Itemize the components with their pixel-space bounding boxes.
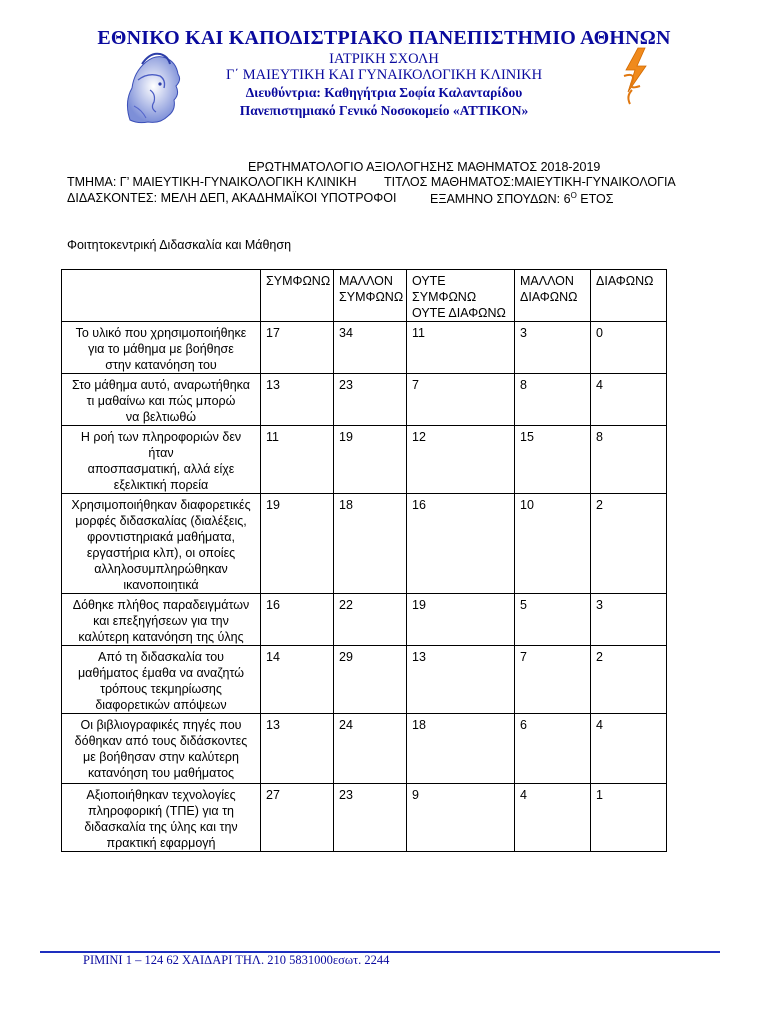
question-cell: Χρησιμοποιήθηκαν διαφορετικές μορφές διδασκαλίας (διαλέξεις, φροντιστηριακά μαθήματα, εργαστήρια κλπ), οι οποίες αλληλοσυμπληρώθηκαν ικανοποιητικά — [62, 494, 261, 594]
value-cell: 19 — [334, 426, 407, 494]
question-cell: Αξιοποιήθηκαν τεχνολογίες πληροφορική (ΤΠΕ) για τη διδασκαλία της ύλης και την πρακτική εφαρμογή — [62, 784, 261, 852]
value-cell: 16 — [407, 494, 515, 594]
survey-results-table — [61, 269, 667, 852]
value-cell: 8 — [515, 374, 591, 426]
table-row — [62, 374, 667, 426]
semester-line — [430, 192, 613, 206]
value-cell: 11 — [261, 426, 334, 494]
value-cell: 4 — [591, 374, 667, 426]
value-cell: 34 — [334, 322, 407, 374]
value-cell: 17 — [261, 322, 334, 374]
value-cell: 3 — [591, 594, 667, 646]
question-cell: Δόθηκε πλήθος παραδειγμάτων και επεξηγήσεων για την καλύτερη κατανόηση της ύλης — [62, 594, 261, 646]
value-cell: 3 — [515, 322, 591, 374]
hospital-name: Πανεπιστημιακό Γενικό Νοσοκομείο «ΑΤΤΙΚΟΝ» — [239, 103, 529, 118]
questionnaire-title: ΕΡΩΤΗΜΑΤΟΛΟΓΙΟ ΑΞΙΟΛΟΓΗΣΗΣ ΜΑΘΗΜΑΤΟΣ 2018-2019 — [248, 160, 601, 174]
semester-ordinal: Ο — [570, 191, 577, 200]
value-cell: 11 — [407, 322, 515, 374]
school-name: ΙΑΤΡΙΚΗ ΣΧΟΛΗ — [329, 51, 439, 67]
header-cell-rather-agree: ΜΑΛΛΟΝ ΣΥΜΦΩΝΩ — [334, 270, 407, 322]
table-row — [62, 594, 667, 646]
semester-suffix: ΕΤΟΣ — [576, 192, 614, 206]
footer-address: ΡΙΜΙΝΙ 1 – 124 62 ΧΑΙΔΑΡΙ ΤΗΛ. 210 5831000εσωτ. 2244 — [83, 953, 390, 967]
value-cell: 2 — [591, 646, 667, 714]
university-name: ΕΘΝΙΚΟ ΚΑΙ ΚΑΠΟΔΙΣΤΡΙΑΚΟ ΠΑΝΕΠΙΣΤΗΜΙΟ ΑΘΗΝΩΝ — [97, 27, 671, 49]
question-cell: Οι βιβλιογραφικές πηγές που δόθηκαν από τους διδάσκοντες με βοήθησαν στην καλύτερη κατανόηση του μαθήματος — [62, 714, 261, 784]
table-row — [62, 322, 667, 374]
value-cell: 2 — [591, 494, 667, 594]
value-cell: 10 — [515, 494, 591, 594]
value-cell: 4 — [515, 784, 591, 852]
value-cell: 4 — [591, 714, 667, 784]
value-cell: 27 — [261, 784, 334, 852]
value-cell: 13 — [407, 646, 515, 714]
question-cell: Στο μάθημα αυτό, αναρωτήθηκα τι μαθαίνω και πώς μπορώ να βελτιωθώ — [62, 374, 261, 426]
value-cell: 23 — [334, 374, 407, 426]
value-cell: 29 — [334, 646, 407, 714]
value-cell: 15 — [515, 426, 591, 494]
table-header-row — [62, 270, 667, 322]
value-cell: 7 — [407, 374, 515, 426]
department-line: ΤΜΗΜΑ: Γ’ ΜΑΙΕΥΤΙΚΗ-ΓΥΝΑΙΚΟΛΟΓΙΚΗ ΚΛΙΝΙΚΗ — [67, 175, 357, 189]
clinic-name: Γ΄ ΜΑΙΕΥΤΙΚΗ ΚΑΙ ΓΥΝΑΙΚΟΛΟΓΙΚΗ ΚΛΙΝΙΚΗ — [225, 67, 543, 83]
header-cell-empty — [62, 270, 261, 322]
value-cell: 8 — [591, 426, 667, 494]
value-cell: 5 — [515, 594, 591, 646]
director-line: Διευθύντρια: Καθηγήτρια Σοφία Καλανταρίδου — [245, 85, 523, 100]
value-cell: 18 — [334, 494, 407, 594]
value-cell: 18 — [407, 714, 515, 784]
value-cell: 1 — [591, 784, 667, 852]
table-row — [62, 426, 667, 494]
header-cell-rather-disagree: ΜΑΛΛΟΝ ΔΙΑΦΩΝΩ — [515, 270, 591, 322]
semester-label: ΕΞΑΜΗΝΟ ΣΠΟΥΔΩΝ: 6 — [430, 192, 571, 206]
value-cell: 12 — [407, 426, 515, 494]
header-cell-agree: ΣΥΜΦΩΝΩ — [261, 270, 334, 322]
value-cell: 24 — [334, 714, 407, 784]
course-title-line: ΤΙΤΛΟΣ ΜΑΘΗΜΑΤΟΣ:ΜΑΙΕΥΤΙΚΗ-ΓΥΝΑΙΚΟΛΟΓΙΑ — [384, 175, 676, 189]
table-row — [62, 714, 667, 784]
table-row — [62, 646, 667, 714]
teachers-line: ΔΙΔΑΣΚΟΝΤΕΣ: ΜΕΛΗ ΔΕΠ, ΑΚΑΔΗΜΑΪΚΟΙ ΥΠΟΤΡΟΦΟΙ — [67, 191, 397, 205]
value-cell: 13 — [261, 374, 334, 426]
question-cell: Η ροή των πληροφοριών δεν ήταν αποσπασματική, αλλά είχε εξελικτική πορεία — [62, 426, 261, 494]
value-cell: 16 — [261, 594, 334, 646]
question-cell: Το υλικό που χρησιμοποιήθηκε για το μάθημα με βοήθησε στην κατανόηση του — [62, 322, 261, 374]
value-cell: 0 — [591, 322, 667, 374]
value-cell: 6 — [515, 714, 591, 784]
question-cell: Από τη διδασκαλία του μαθήματος έμαθα να αναζητώ τρόπους τεκμηρίωσης διαφορετικών απόψεων — [62, 646, 261, 714]
value-cell: 13 — [261, 714, 334, 784]
value-cell: 19 — [407, 594, 515, 646]
value-cell: 7 — [515, 646, 591, 714]
section-heading: Φοιτητοκεντρική Διδασκαλία και Μάθηση — [67, 238, 292, 252]
header-cell-disagree: ΔΙΑΦΩΝΩ — [591, 270, 667, 322]
value-cell: 22 — [334, 594, 407, 646]
value-cell: 9 — [407, 784, 515, 852]
header-cell-neutral: ΟΥΤΕ ΣΥΜΦΩΝΩ ΟΥΤΕ ΔΙΑΦΩΝΩ — [407, 270, 515, 322]
value-cell: 23 — [334, 784, 407, 852]
table-row — [62, 784, 667, 852]
value-cell: 14 — [261, 646, 334, 714]
value-cell: 19 — [261, 494, 334, 594]
table-row — [62, 494, 667, 594]
